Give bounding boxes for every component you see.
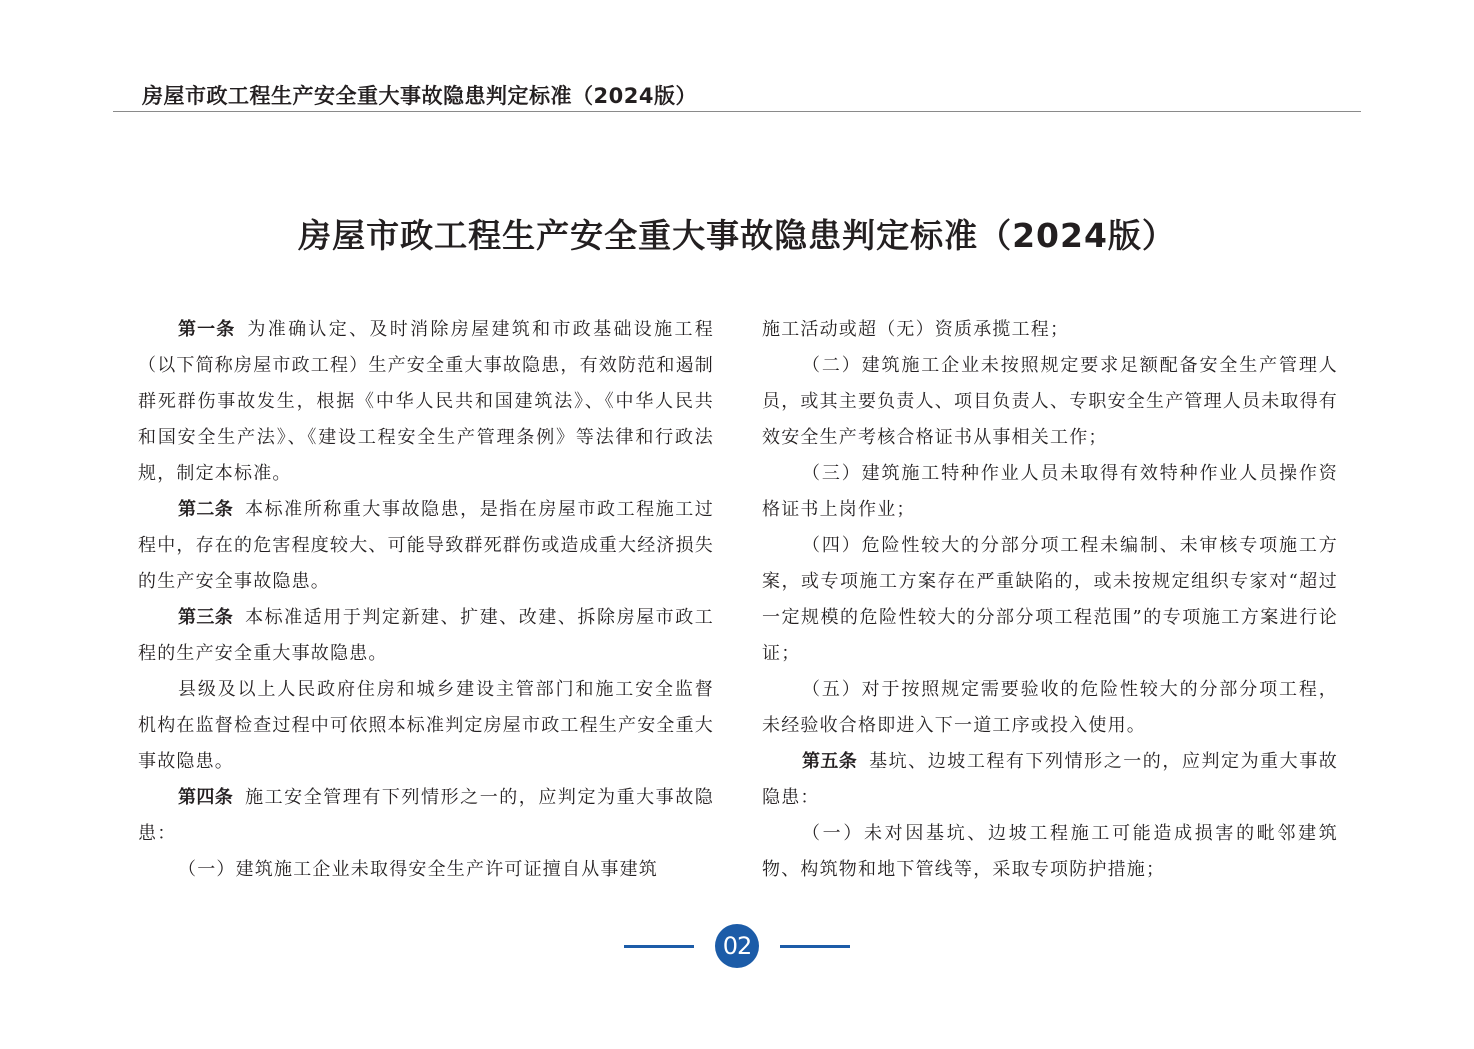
article-text: 为准确认定、及时消除房屋建筑和市政基础设施工程（以下简称房屋市政工程）生产安全重大事故隐患，有效防范和遏制群死群伤事故发生，根据《中华人民共和国建筑法》、《中华人民共和国安全生产法》、《建设工程安全生产管理条例》等法律和行政法规，制定本标准。: [138, 319, 715, 484]
article-3-supplement: 县级及以上人民政府住房和城乡建设主管部门和施工安全监督机构在监督检查过程中可依照本标准判定房屋市政工程生产安全重大事故隐患。: [138, 679, 714, 772]
footer-right-rule: [780, 945, 850, 948]
article-text: 本标准适用于判定新建、扩建、改建、拆除房屋市政工程的生产安全重大事故隐患。: [138, 607, 714, 664]
document-title: 房屋市政工程生产安全重大事故隐患判定标准（2024版）: [298, 216, 1176, 255]
left-text-column: [138, 312, 714, 888]
article-5: [762, 744, 1338, 816]
article-3: [138, 600, 714, 672]
footer-left-rule: [624, 945, 694, 948]
article-number: 第四条: [178, 787, 234, 808]
article-number: 第二条: [178, 499, 234, 520]
article-number: 第五条: [802, 751, 858, 772]
article-text: 施工安全管理有下列情形之一的，应判定为重大事故隐患：: [138, 787, 714, 844]
article-text: 本标准所称重大事故隐患，是指在房屋市政工程施工过程中，存在的危害程度较大、可能导致群死群伤或造成重大经济损失的生产安全事故隐患。: [138, 499, 714, 592]
article-number: 第三条: [178, 607, 234, 628]
article-4-item-1: （一）建筑施工企业未取得安全生产许可证擅自从事建筑: [178, 859, 658, 880]
page-footer: [0, 924, 1474, 970]
article-4-item-2: （二）建筑施工企业未按照规定要求足额配备安全生产管理人员，或其主要负责人、项目负责人、专职安全生产管理人员未取得有效安全生产考核合格证书从事相关工作；: [762, 355, 1338, 448]
article-4-item-3: （三）建筑施工特种作业人员未取得有效特种作业人员操作资格证书上岗作业；: [762, 463, 1338, 520]
article-4: [138, 780, 714, 852]
article-5-item-1: （一）未对因基坑、边坡工程施工可能造成损害的毗邻建筑物、构筑物和地下管线等，采取专项防护措施；: [762, 823, 1338, 880]
article-number: 第一条: [178, 319, 236, 340]
header-divider: [113, 111, 1361, 112]
article-text: 基坑、边坡工程有下列情形之一的，应判定为重大事故隐患：: [762, 751, 1338, 808]
article-4-item-1-continued: 施工活动或超（无）资质承揽工程；: [762, 319, 1070, 340]
article-1: [138, 312, 714, 492]
right-text-column: [762, 312, 1338, 888]
running-header-title: 房屋市政工程生产安全重大事故隐患判定标准（2024版）: [142, 84, 697, 108]
page-number-badge: 02: [715, 924, 759, 968]
article-4-item-4: （四）危险性较大的分部分项工程未编制、未审核专项施工方案，或专项施工方案存在严重缺陷的，或未按规定组织专家对“超过一定规模的危险性较大的分部分项工程范围”的专项施工方案进行论证；: [762, 535, 1338, 664]
article-4-item-5: （五）对于按照规定需要验收的危险性较大的分部分项工程，未经验收合格即进入下一道工序或投入使用。: [762, 679, 1338, 736]
article-2: [138, 492, 714, 600]
